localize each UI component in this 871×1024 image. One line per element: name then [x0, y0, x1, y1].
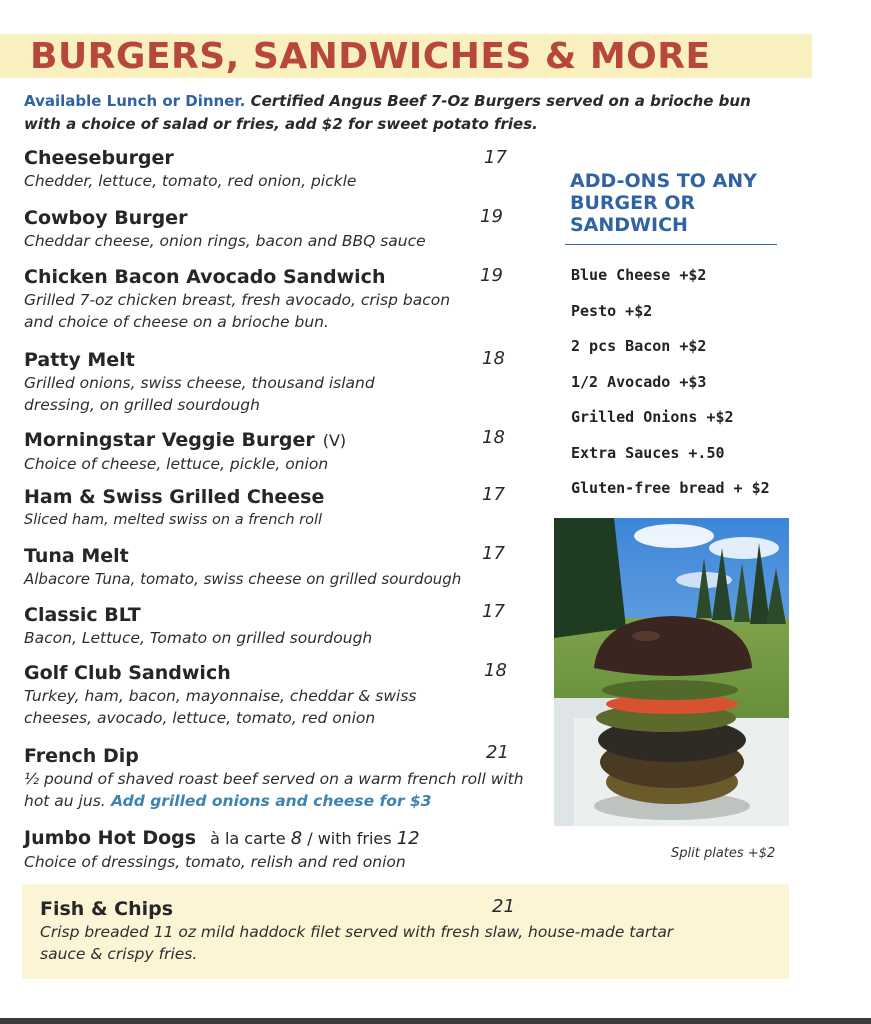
addons-divider	[565, 244, 777, 245]
item-name: Cowboy Burger	[24, 207, 188, 229]
item-desc: Grilled 7-oz chicken breast, fresh avocado, crisp bacon and choice of cheese on a brioche bun.	[24, 291, 451, 331]
hotdog-option-b: with fries	[317, 829, 392, 848]
item-desc: Crisp breaded 11 oz mild haddock filet served with fresh slaw, house-made tartar sauce & crispy fries.	[40, 923, 674, 963]
item-name: Morningstar Veggie Burger	[24, 429, 315, 451]
addon-item: Gluten-free bread + $2	[571, 479, 770, 497]
menu-item-patty-melt	[24, 348, 434, 416]
addon-item: Blue Cheese +$2	[571, 266, 707, 284]
addons-list	[571, 258, 770, 507]
item-price: 21	[492, 896, 515, 917]
item-desc: Choice of cheese, lettuce, pickle, onion	[24, 455, 329, 473]
item-price: 17	[482, 601, 505, 622]
hotdog-price-b: 12	[396, 828, 420, 849]
menu-item-cowboy-burger	[24, 206, 524, 252]
item-desc: Cheddar cheese, onion rings, bacon and BBQ sauce	[24, 232, 426, 250]
hotdog-option-a: à la carte	[210, 829, 286, 848]
item-desc: Albacore Tuna, tomato, swiss cheese on grilled sourdough	[24, 570, 462, 588]
intro-lead: Available Lunch or Dinner.	[24, 92, 246, 110]
item-name: Patty Melt	[24, 349, 135, 371]
menu-item-classic-blt	[24, 603, 524, 649]
item-name: Fish & Chips	[40, 898, 174, 920]
item-desc: Turkey, ham, bacon, mayonnaise, cheddar & swiss cheeses, avocado, lettuce, tomato, red onion	[24, 687, 417, 727]
menu-item-cheeseburger	[24, 146, 524, 192]
burger-photo-illustration	[554, 518, 789, 826]
hotdog-price-a: 8	[290, 828, 303, 849]
item-name: Golf Club Sandwich	[24, 662, 231, 684]
item-addon-note: Add grilled onions and cheese for $3	[105, 792, 432, 810]
item-desc: Chedder, lettuce, tomato, red onion, pickle	[24, 172, 357, 190]
intro-text	[24, 90, 784, 136]
menu-item-veggie-burger	[24, 428, 524, 475]
addon-item: Pesto +$2	[571, 301, 653, 320]
item-desc: ½ pound of shaved roast beef served on a warm french roll with hot au jus.	[24, 770, 524, 810]
item-price: 19	[480, 206, 503, 227]
item-name: Ham & Swiss Grilled Cheese	[24, 486, 325, 508]
addon-item: Grilled Onions +$2	[571, 408, 734, 426]
item-price: 19	[480, 265, 503, 286]
photo-caption: Split plates +$2	[671, 846, 776, 861]
item-desc: Grilled onions, swiss cheese, thousand island dressing, on grilled sourdough	[24, 374, 375, 414]
intro-body: Certified Angus Beef 7-Oz Burgers served on a brioche bun with a choice of salad or fries, add $2 for sweet potato fries.	[24, 92, 751, 133]
menu-item-jumbo-hot-dogs	[24, 826, 544, 873]
item-name: Chicken Bacon Avocado Sandwich	[24, 266, 386, 288]
item-price: 17	[482, 484, 505, 505]
addon-item: Extra Sauces +.50	[571, 443, 725, 462]
menu-item-fish-chips	[40, 897, 690, 965]
item-desc: Choice of dressings, tomato, relish and red onion	[24, 853, 406, 871]
item-desc: Sliced ham, melted swiss on a french roll	[24, 512, 323, 528]
item-price: 17	[484, 147, 507, 168]
item-name: Jumbo Hot Dogs	[24, 827, 197, 849]
page-title: BURGERS, SANDWICHES & MORE	[30, 36, 711, 77]
addons-title: ADD-ONS TO ANY BURGER OR SANDWICH	[570, 170, 757, 236]
menu-item-tuna-melt	[24, 544, 524, 590]
menu-item-ham-swiss	[24, 485, 524, 531]
item-price: 17	[482, 543, 505, 564]
burger-photo	[554, 518, 789, 826]
item-name: Cheeseburger	[24, 147, 174, 169]
vegetarian-tag: (V)	[322, 431, 347, 450]
addon-item: 1/2 Avocado +$3	[571, 372, 707, 391]
item-name: Tuna Melt	[24, 545, 129, 567]
item-price: 18	[484, 660, 507, 681]
menu-item-french-dip	[24, 744, 524, 812]
menu-item-golf-club	[24, 661, 464, 729]
hotdog-separator: /	[307, 829, 313, 848]
menu-item-chicken-bacon-avocado	[24, 265, 454, 333]
addon-item: 2 pcs Bacon +$2	[571, 337, 707, 355]
item-price: 18	[482, 348, 505, 369]
bottom-rule	[0, 1018, 871, 1024]
item-price: 18	[482, 427, 505, 448]
item-name: Classic BLT	[24, 604, 141, 626]
item-desc: Bacon, Lettuce, Tomato on grilled sourdough	[24, 629, 373, 647]
item-price: 21	[486, 742, 509, 763]
item-name: French Dip	[24, 745, 139, 767]
